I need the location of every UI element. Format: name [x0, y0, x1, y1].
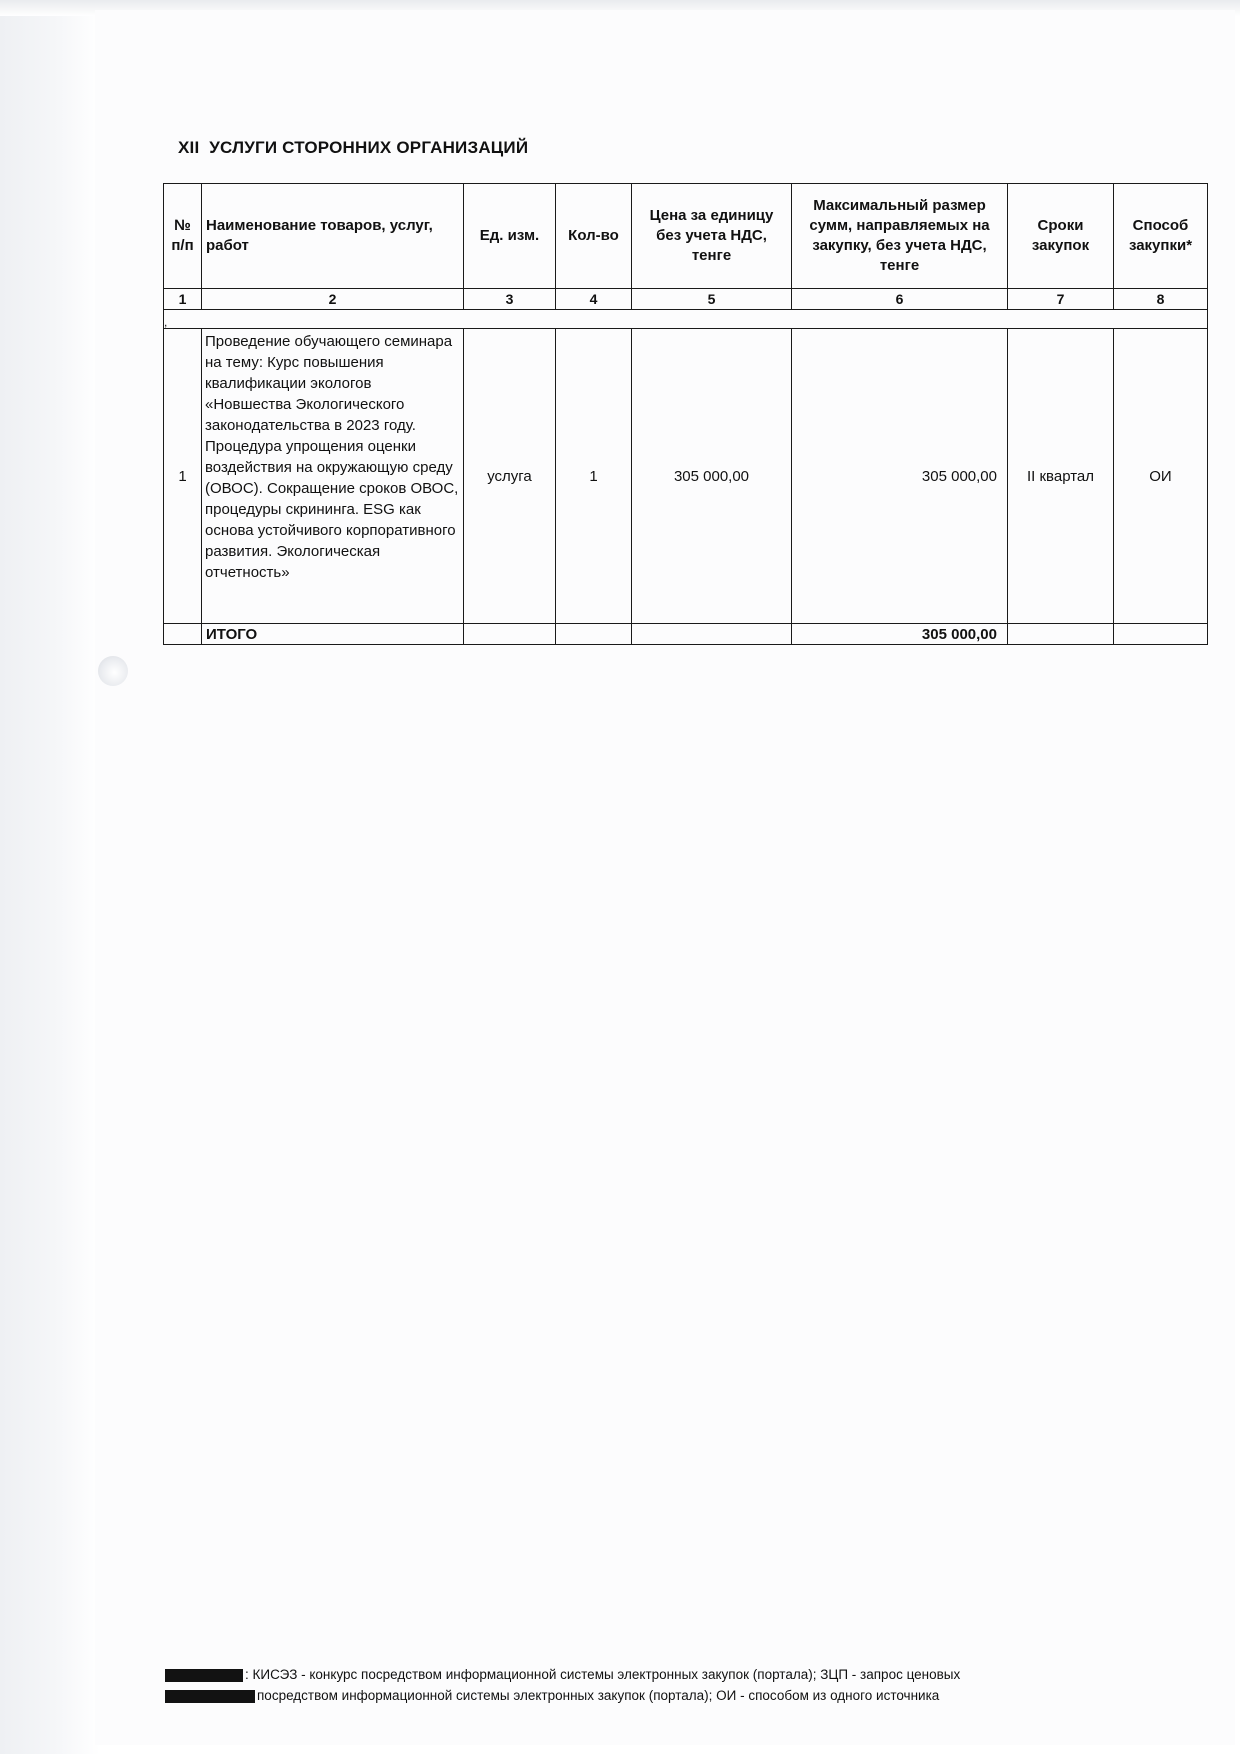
column-number: 2 [202, 289, 464, 310]
footnote-line-2 [165, 1686, 1165, 1706]
row-unit: услуга [464, 329, 556, 624]
total-empty-cell [164, 624, 202, 645]
row-item-name: Проведение обучающего семинара на тему: Курс повышения квалификации экологов «Новшества Экологического законодательства в 2023 году. Процедура упрощения оценки воздействия на окружающую среду (ОВОС). Сокращение сроков ОВОС, процедуры скрининга. ESG как основа устойчивого корпоративного развития. Экологическая отчетность» [202, 329, 464, 624]
footnote-text-1: : КИСЭЗ - конкурс посредством информационной системы электронных закупок (портала); ЗЦП - запрос ценовых [245, 1667, 961, 1682]
footnote-text-2: посредством информационной системы электронных закупок (портала); ОИ - способом из одного источника [257, 1688, 940, 1703]
row-period: II квартал [1008, 329, 1114, 624]
redaction-mark [165, 1669, 243, 1682]
spacer-cell: , [164, 310, 1208, 329]
total-empty-cell [1114, 624, 1208, 645]
row-number: 1 [164, 329, 202, 624]
total-empty-cell [1008, 624, 1114, 645]
procurement-table [163, 183, 1208, 645]
column-number: 7 [1008, 289, 1114, 310]
col-header-max-amount: Максимальный размер сумм, направляемых на закупку, без учета НДС, тенге [792, 184, 1008, 289]
row-quantity: 1 [556, 329, 632, 624]
spacer-row [164, 310, 1208, 329]
table-header-row [164, 184, 1208, 289]
col-header-name: Наименование товаров, услуг, работ [202, 184, 464, 289]
column-number: 8 [1114, 289, 1208, 310]
table-row [164, 329, 1208, 624]
row-method: ОИ [1114, 329, 1208, 624]
column-number: 5 [632, 289, 792, 310]
section-heading: УСЛУГИ СТОРОННИХ ОРГАНИЗАЦИЙ [209, 138, 529, 157]
col-header-unit: Ед. изм. [464, 184, 556, 289]
total-label: ИТОГО [202, 624, 464, 645]
col-header-quantity: Кол-во [556, 184, 632, 289]
col-header-method: Способ закупки* [1114, 184, 1208, 289]
row-unit-price: 305 000,00 [632, 329, 792, 624]
column-number: 3 [464, 289, 556, 310]
col-header-number: № п/п [164, 184, 202, 289]
column-number: 1 [164, 289, 202, 310]
total-row [164, 624, 1208, 645]
section-number: XII [178, 138, 200, 157]
total-empty-cell [464, 624, 556, 645]
total-amount: 305 000,00 [792, 624, 1008, 645]
column-number: 6 [792, 289, 1008, 310]
section-title [178, 138, 528, 158]
col-header-unit-price: Цена за единицу без учета НДС, тенге [632, 184, 792, 289]
footnote-line-1 [165, 1665, 1165, 1685]
scan-shadow [0, 0, 100, 1754]
redaction-mark [165, 1690, 255, 1703]
punch-hole [98, 656, 128, 686]
column-number: 4 [556, 289, 632, 310]
column-number-row [164, 289, 1208, 310]
total-empty-cell [556, 624, 632, 645]
col-header-period: Сроки закупок [1008, 184, 1114, 289]
total-empty-cell [632, 624, 792, 645]
row-max-amount: 305 000,00 [792, 329, 1008, 624]
